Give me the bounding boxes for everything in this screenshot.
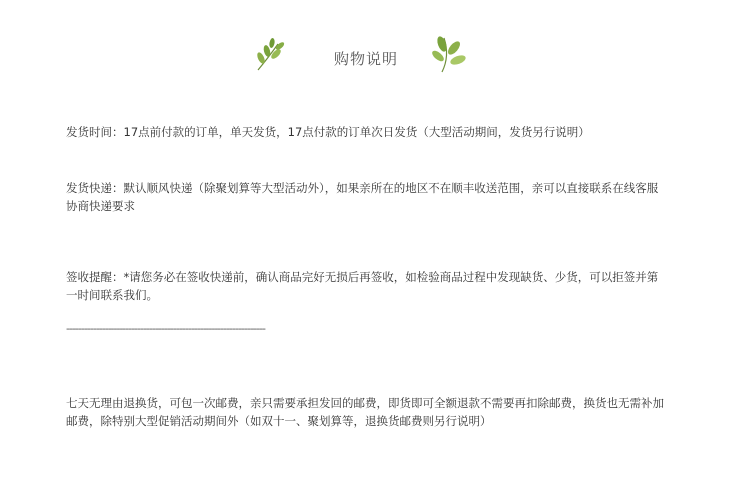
- shipping-courier-paragraph: [66, 179, 666, 215]
- shipping-time-text: 17点前付款的订单，单天发货，17点付款的订单次日发货（大型活动期间，发货另行说明）: [123, 125, 590, 139]
- return-policy-paragraph: 七天无理由退换货，可包一次邮费，亲只需要承担发回的邮费，即货即可全额退款不需要再扣除邮费，换货也无需补加邮费，除特别大型促销活动期间外（如双十一、聚划算等，退换货邮费则另行说明）: [66, 396, 664, 428]
- shipping-time-paragraph: [66, 123, 666, 141]
- leaf-sprig-icon: [432, 34, 474, 74]
- shipping-time-label: 发货时间：: [66, 125, 124, 139]
- signing-reminder-label: 签收提醒：: [66, 270, 124, 284]
- shipping-courier-label: 发货快递：: [66, 181, 124, 195]
- signing-reminder-text: *请您务必在签收快递前，确认商品完好无损后再签收，如检验商品过程中发现缺货、少货，可以拒签并第一时间联系我们。: [66, 270, 659, 302]
- signing-reminder-paragraph: [66, 268, 666, 304]
- dashed-divider: -------------------------------------------------------------------: [66, 322, 265, 335]
- page-title: 购物说明: [333, 50, 398, 68]
- leaf-sprig-icon: [252, 38, 292, 72]
- header: [0, 30, 750, 90]
- shipping-courier-text: 默认顺风快递（除聚划算等大型活动外），如果亲所在的地区不在顺丰收送范围，亲可以直接联系在线客服协商快递要求: [66, 181, 659, 213]
